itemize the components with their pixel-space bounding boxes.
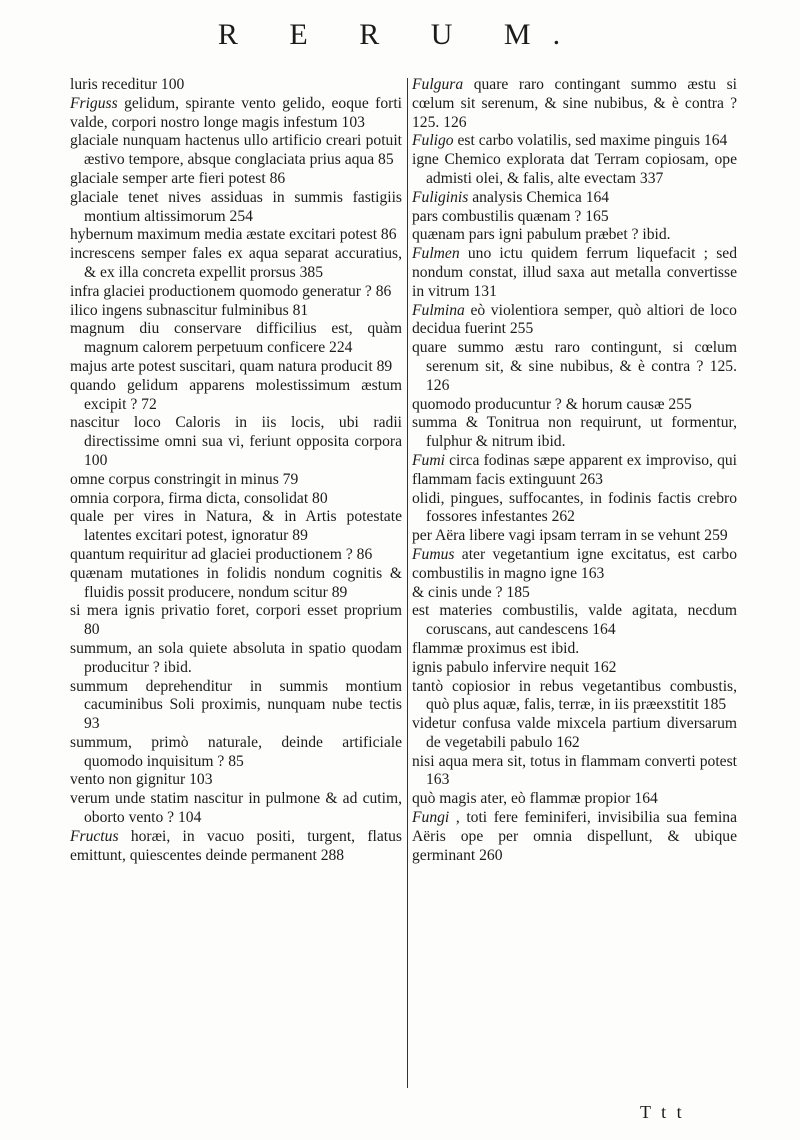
index-entry-text: luris receditur 100 xyxy=(70,76,185,93)
index-entry xyxy=(70,640,402,678)
index-headword: Friguss xyxy=(70,94,118,112)
index-entry-text: magnum diu conservare difficilius est, quàm magnum calorem perpetuum conficere 224 xyxy=(70,320,402,357)
signature-mark: T t t xyxy=(640,1102,685,1122)
index-headword: Fulmina xyxy=(412,301,465,319)
index-entry xyxy=(412,76,737,132)
index-entry-text: igne Chemico explorata dat Terram copiosam, ope admisti olei, & falis, alte evectam 337 xyxy=(412,151,737,187)
index-entry xyxy=(412,678,737,716)
index-entry xyxy=(412,715,737,753)
index-entry-text: increscens semper fales ex aqua separat accuratius, & ex illa concreta expellit prorsus 385 xyxy=(70,245,402,281)
index-entry-text: ignis pabulo infervire nequit 162 xyxy=(412,658,617,676)
index-entry-text: quomodo producuntur ? & horum causæ 255 xyxy=(412,395,692,413)
index-entry-text: videtur confusa valde mixcela partium diversarum de vegetabili pabulo 162 xyxy=(412,715,737,751)
running-header: R E R U M. xyxy=(217,18,583,51)
index-entry xyxy=(70,546,402,565)
index-entry xyxy=(412,602,737,640)
index-entry-text: tantò copiosior in rebus vegetantibus combustis, quò plus aquæ, falis, terræ, in iis præexstitit 185 xyxy=(412,677,737,714)
index-entry-text: gelidum, spirante vento gelido, eoque forti valde, corpori nostro longe magis infestum 103 xyxy=(70,94,402,131)
index-entry xyxy=(70,245,402,283)
index-entry xyxy=(412,414,737,452)
index-headword: Fungi xyxy=(412,809,450,827)
index-entry-text: omnia corpora, firma dicta, consolidat 80 xyxy=(70,489,328,507)
index-entry xyxy=(70,302,402,321)
index-entry-text: quænam mutationes in folidis nondum cognitis & fluidis possit producere, nondum scitur 89 xyxy=(70,564,402,601)
index-entry xyxy=(412,584,737,603)
index-entry xyxy=(412,452,737,490)
index-entry-text: flammæ proximus est ibid. xyxy=(412,639,580,657)
index-entry xyxy=(70,771,402,790)
index-entry-text: infra glaciei productionem quomodo generatur ? 86 xyxy=(70,282,392,300)
index-entry-text: eò violentiora semper, quò altiori de loco decidua fuerint 255 xyxy=(412,301,737,338)
index-entry xyxy=(412,659,737,678)
index-entry-text: , toti fere feminiferi, invisibilia sua femina Aëris ope per omnia dispellunt, & ubique germinant 260 xyxy=(412,809,737,864)
index-entry xyxy=(412,302,737,340)
index-entry-text: verum unde statim nascitur in pulmone & ad cutim, oborto vento ? 104 xyxy=(70,790,402,827)
index-entry-text: est materies combustilis, valde agitata, necdum coruscans, aut candescens 164 xyxy=(412,602,737,639)
index-entry-text: est carbo volatilis, sed maxime pinguis 164 xyxy=(457,132,728,150)
index-entry xyxy=(70,678,402,734)
index-headword: Fumus xyxy=(412,545,455,563)
index-entry xyxy=(412,151,737,189)
index-entry-text: nascitur loco Caloris in iis locis, ubi radii directissime omni sua vi, feriunt opposita corpora 100 xyxy=(70,414,402,469)
index-entry xyxy=(70,414,402,470)
index-headword: Fuliginis xyxy=(412,188,469,206)
index-entry xyxy=(70,790,402,828)
index-entry xyxy=(70,358,402,377)
index-entry-text: analysis Chemica 164 xyxy=(472,188,610,206)
index-entry-text: glaciale semper arte fieri potest 86 xyxy=(70,169,286,187)
index-entry-text: quare raro contingant summo æstu si cœlum sit serenum, & sine nubibus, & è contra ? 125. 126 xyxy=(412,76,737,131)
index-entry-text: & cinis unde ? 185 xyxy=(412,583,530,601)
index-entry xyxy=(70,76,402,95)
index-entry xyxy=(412,809,737,865)
index-entry xyxy=(70,283,402,302)
index-entry xyxy=(70,565,402,603)
index-entry-text: quare summo æstu raro contingunt, si cœlum serenum sit, & sine nubibus, & è contra ? 125. 126 xyxy=(412,339,737,394)
index-entry-text: summum, primò naturale, deinde artificiale quomodo inquisitum ? 85 xyxy=(70,733,402,770)
index-entry xyxy=(70,170,402,189)
index-entry-text: glaciale nunquam hactenus ullo artificio creari potuit æstivo tempore, absque conglaciata prius aqua 85 xyxy=(70,132,402,169)
index-entry-text: quale per vires in Natura, & in Artis potestate latentes excitari potest, ignoratur 89 xyxy=(70,508,402,545)
index-entry-text: pars combustilis quænam ? 165 xyxy=(412,207,609,225)
index-entry xyxy=(412,790,737,809)
index-column-left xyxy=(70,76,402,865)
index-headword: Fructus xyxy=(70,827,119,845)
index-entry-text: summum deprehenditur in summis montium cacuminibus Soli proximis, nunquam nube tectis 93 xyxy=(70,677,402,733)
index-entry-text: uno ictu quidem ferrum liquefacit ; sed nondum constat, illud saxa aut metalla convertisse in vitrum 131 xyxy=(412,245,737,300)
index-entry-text: quænam pars igni pabulum præbet ? ibid. xyxy=(412,226,671,244)
index-entry xyxy=(412,189,737,208)
index-entry xyxy=(70,508,402,546)
index-entry xyxy=(412,640,737,659)
index-entry-text: si mera ignis privatio foret, corpori esset proprium 80 xyxy=(70,602,402,639)
index-entry xyxy=(412,546,737,584)
index-entry xyxy=(412,527,737,546)
index-entry-text: quando gelidum apparens molestissimum æstum excipit ? 72 xyxy=(70,376,402,413)
index-headword: Fulmen xyxy=(412,245,460,263)
index-entry-text: ilico ingens subnascitur fulminibus 81 xyxy=(70,301,309,319)
index-entry xyxy=(70,226,402,245)
index-entry-text: olidi, pingues, suffocantes, in fodinis factis crebro fossores infestantes 262 xyxy=(412,489,737,526)
index-entry-text: summa & Tonitrua non requirunt, ut formentur, fulphur & nitrum ibid. xyxy=(412,414,737,451)
column-divider xyxy=(407,78,408,1088)
index-entry-text: per Aëra libere vagi ipsam terram in se vehunt 259 xyxy=(412,527,728,545)
index-entry xyxy=(412,490,737,528)
index-entry-text: quantum requiritur ad glaciei productionem ? 86 xyxy=(70,545,373,563)
index-entry-text: omne corpus constringit in minus 79 xyxy=(70,470,299,488)
index-entry-text: summum, an sola quiete absoluta in spatio quodam producitur ? ibid. xyxy=(70,639,402,676)
index-headword: Fuligo xyxy=(412,132,454,150)
index-entry xyxy=(412,208,737,227)
index-entry xyxy=(412,245,737,301)
index-entry xyxy=(70,132,402,170)
index-entry xyxy=(70,602,402,640)
index-entry xyxy=(70,95,402,133)
index-entry xyxy=(70,734,402,772)
index-entry-text: ater vegetantium igne excitatus, est carbo combustilis in magno igne 163 xyxy=(412,545,737,582)
index-entry-text: glaciale tenet nives assiduas in summis fastigiis montium altissimorum 254 xyxy=(70,188,402,225)
index-entry xyxy=(412,132,737,151)
index-entry xyxy=(70,471,402,490)
index-entry xyxy=(412,226,737,245)
index-entry-text: vento non gignitur 103 xyxy=(70,771,213,789)
index-entry xyxy=(412,753,737,791)
index-entry-text: nisi aqua mera sit, totus in flammam converti potest 163 xyxy=(412,752,737,789)
index-headword: Fulgura xyxy=(412,76,464,93)
index-column-right xyxy=(412,76,737,865)
index-entry xyxy=(70,490,402,509)
index-headword: Fumi xyxy=(412,451,445,469)
index-entry-text: quò magis ater, eò flammæ propior 164 xyxy=(412,790,658,808)
index-entry-text: majus arte potest suscitari, quam natura producit 89 xyxy=(70,357,393,375)
index-entry xyxy=(70,377,402,415)
index-entry xyxy=(70,320,402,358)
index-entry-text: circa fodinas sæpe apparent ex improviso, qui flammam facis extinguunt 263 xyxy=(412,451,737,488)
index-entry-text: horæi, in vacuo positi, turgent, flatus emittunt, quiescentes deinde permanent 288 xyxy=(70,827,403,864)
index-entry-text: hybernum maximum media æstate excitari potest 86 xyxy=(70,226,397,244)
index-entry xyxy=(70,189,402,227)
index-entry xyxy=(412,339,737,395)
index-entry xyxy=(70,828,402,866)
index-entry xyxy=(412,396,737,415)
